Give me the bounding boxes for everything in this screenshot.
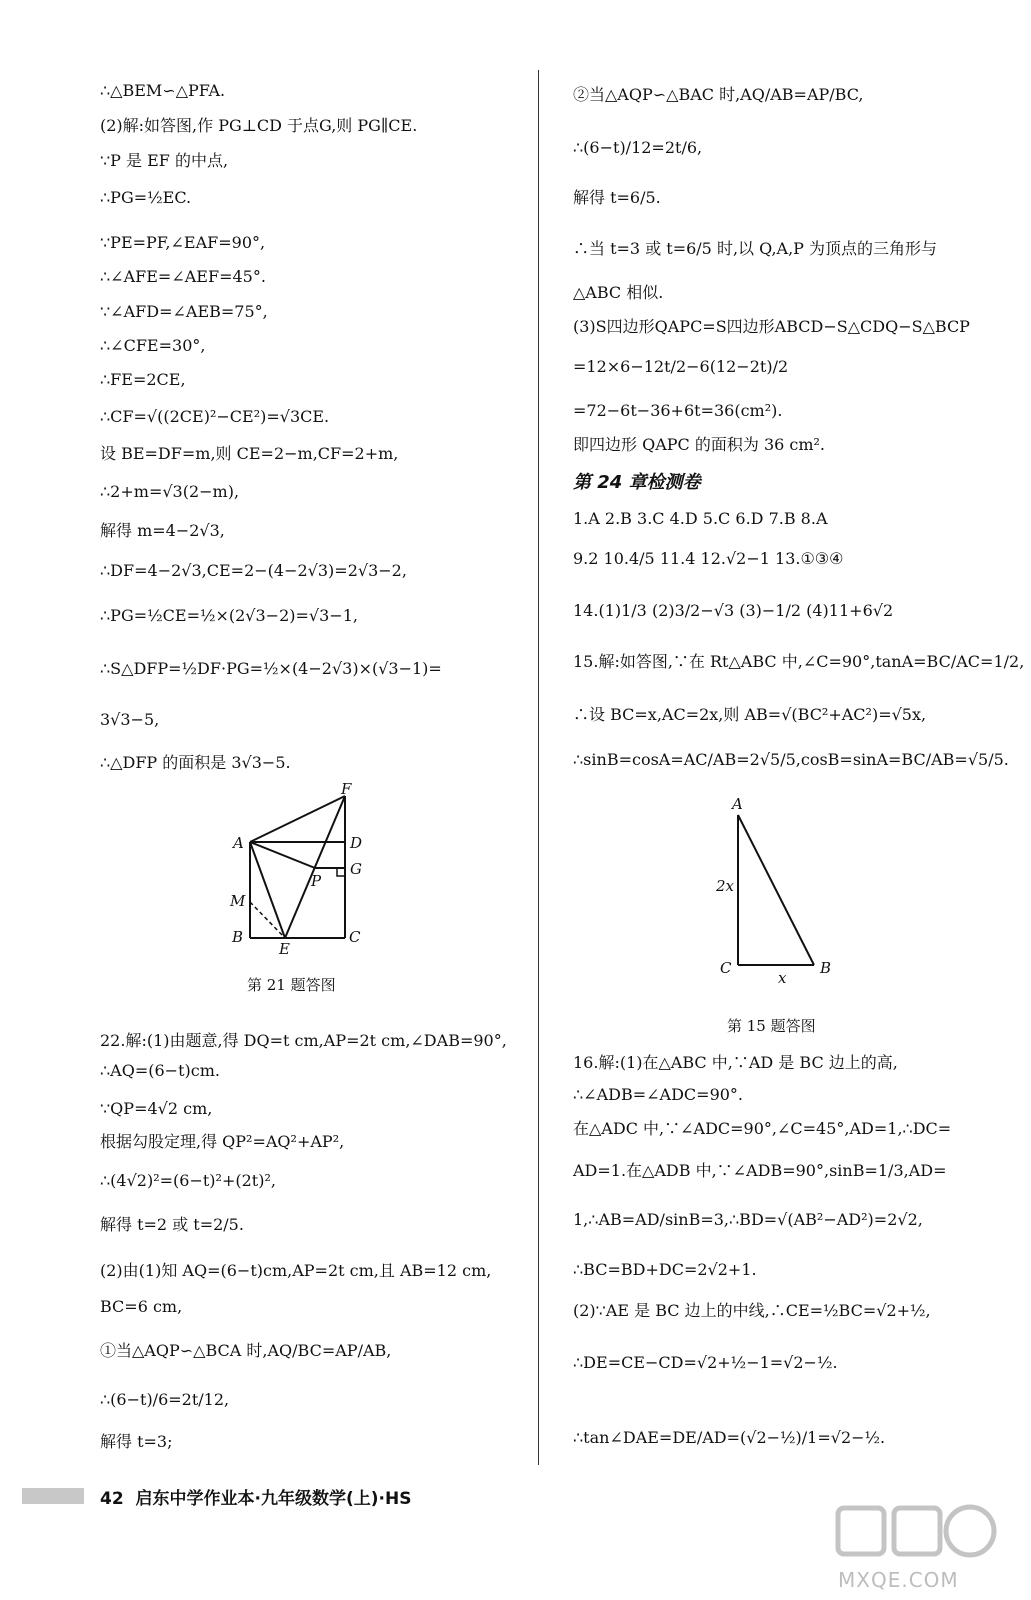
- page-number: 42: [100, 1489, 124, 1509]
- right-solution-line: 1,∴AB=AD/sinB=3,∴BD=√(AB²−AD²)=2√2,: [573, 1210, 923, 1229]
- right-solution-line: ∴∠ADB=∠ADC=90°.: [573, 1085, 744, 1104]
- right-solution-line: ∴当 t=3 或 t=6/5 时,以 Q,A,P 为顶点的三角形与: [573, 239, 938, 258]
- fig21-label-a: A: [233, 834, 244, 852]
- left-solution-line: ∵PE=PF,∠EAF=90°,: [100, 233, 266, 252]
- fig15-label-side-ac: 2x: [716, 877, 735, 895]
- left-solution-line: BC=6 cm,: [100, 1297, 183, 1316]
- right-solution-line: (3)S四边形QAPC=S四边形ABCD−S△CDQ−S△BCP: [573, 317, 970, 336]
- fig21-label-p: P: [311, 872, 322, 890]
- fig21-label-b: B: [232, 928, 244, 946]
- right-solution-line: 9.2 10.4/5 11.4 12.√2−1 13.①③④: [573, 549, 844, 568]
- right-solution-line: 14.(1)1/3 (2)3/2−√3 (3)−1/2 (4)11+6√2: [573, 601, 894, 620]
- left-solution-line: ∴∠AFE=∠AEF=45°.: [100, 267, 266, 286]
- figure-21-caption: 第 21 题答图: [247, 976, 336, 994]
- left-solution-line: ①当△AQP∽△BCA 时,AQ/BC=AP/AB,: [100, 1341, 392, 1360]
- book-title: 启东中学作业本·九年级数学(上)·HS: [135, 1489, 412, 1509]
- right-solution-line: ∴sinB=cosA=AC/AB=2√5/5,cosB=sinA=BC/AB=√5/5.: [573, 750, 1009, 769]
- right-solution-line: AD=1.在△ADB 中,∵∠ADB=90°,sinB=1/3,AD=: [573, 1161, 947, 1180]
- fig15-label-b: B: [820, 959, 832, 977]
- figure-15-diagram: [712, 795, 842, 985]
- right-solution-line: ∴DE=CE−CD=√2+½−1=√2−½.: [573, 1353, 838, 1372]
- left-solution-line: 解得 t=2 或 t=2/5.: [100, 1215, 244, 1234]
- fig15-label-side-cb: x: [778, 969, 787, 985]
- chapter-24-heading: 第 24 章检测卷: [573, 472, 701, 493]
- left-solution-line: 解得 m=4−2√3,: [100, 521, 225, 540]
- fig21-label-c: C: [349, 928, 361, 946]
- left-solution-line: ∵∠AFD=∠AEB=75°,: [100, 302, 268, 321]
- fig21-label-e: E: [279, 940, 290, 955]
- fig21-label-f: F: [341, 780, 352, 798]
- left-solution-line: ∴AQ=(6−t)cm.: [100, 1061, 220, 1080]
- right-solution-line: 16.解:(1)在△ABC 中,∵AD 是 BC 边上的高,: [573, 1053, 898, 1072]
- fig15-label-a: A: [732, 795, 743, 813]
- right-solution-line: △ABC 相似.: [573, 283, 664, 302]
- left-solution-line: ∴S△DFP=½DF·PG=½×(4−2√3)×(√3−1)=: [100, 659, 442, 678]
- left-solution-line: ∵P 是 EF 的中点,: [100, 151, 229, 170]
- left-solution-line: ∴(6−t)/6=2t/12,: [100, 1390, 230, 1409]
- left-solution-line: 设 BE=DF=m,则 CE=2−m,CF=2+m,: [100, 444, 399, 463]
- left-solution-line: ∴FE=2CE,: [100, 370, 186, 389]
- left-solution-line: ∴DF=4−2√3,CE=2−(4−2√3)=2√3−2,: [100, 561, 407, 580]
- right-solution-line: 解得 t=6/5.: [573, 188, 661, 207]
- left-solution-line: ∴2+m=√3(2−m),: [100, 482, 240, 501]
- left-solution-line: ∴PG=½CE=½×(2√3−2)=√3−1,: [100, 606, 358, 625]
- footer: [100, 1484, 411, 1509]
- figure-15-caption: 第 15 题答图: [727, 1017, 816, 1035]
- left-solution-line: ∴PG=½EC.: [100, 188, 192, 207]
- left-solution-line: ∴∠CFE=30°,: [100, 336, 206, 355]
- right-solution-line: ∴设 BC=x,AC=2x,则 AB=√(BC²+AC²)=√5x,: [573, 705, 927, 724]
- right-solution-line: 在△ADC 中,∵∠ADC=90°,∠C=45°,AD=1,∴DC=: [573, 1119, 952, 1138]
- figure-21-diagram: [225, 780, 375, 955]
- fig21-label-g: G: [350, 860, 362, 878]
- left-solution-line: ∴△DFP 的面积是 3√3−5.: [100, 753, 291, 772]
- fig21-label-d: D: [350, 834, 363, 852]
- left-solution-line: ∴(4√2)²=(6−t)²+(2t)²,: [100, 1171, 276, 1190]
- left-solution-line: ∴△BEM∽△PFA.: [100, 81, 226, 100]
- left-solution-line: (2)由(1)知 AQ=(6−t)cm,AP=2t cm,且 AB=12 cm,: [100, 1261, 492, 1280]
- left-solution-line: ∵QP=4√2 cm,: [100, 1099, 213, 1118]
- left-solution-line: (2)解:如答图,作 PG⊥CD 于点G,则 PG∥CE.: [100, 116, 418, 135]
- column-divider: [538, 70, 539, 1465]
- right-solution-line: =12×6−12t/2−6(12−2t)/2: [573, 357, 789, 376]
- left-solution-line: 3√3−5,: [100, 710, 160, 729]
- right-solution-line: 15.解:如答图,∵在 Rt△ABC 中,∠C=90°,tanA=BC/AC=1/2,: [573, 652, 1025, 671]
- left-solution-line: 22.解:(1)由题意,得 DQ=t cm,AP=2t cm,∠DAB=90°,: [100, 1031, 507, 1050]
- fig15-label-c: C: [720, 959, 732, 977]
- left-solution-line: 根据勾股定理,得 QP²=AQ²+AP²,: [100, 1132, 345, 1151]
- right-solution-line: =72−6t−36+6t=36(cm²).: [573, 401, 783, 420]
- right-solution-line: 1.A 2.B 3.C 4.D 5.C 6.D 7.B 8.A: [573, 509, 828, 528]
- right-solution-line: (2)∵AE 是 BC 边上的中线,∴CE=½BC=√2+½,: [573, 1301, 931, 1320]
- right-solution-line: ②当△AQP∽△BAC 时,AQ/AB=AP/BC,: [573, 85, 864, 104]
- watermark-text: MXQE.COM: [838, 1568, 959, 1592]
- left-solution-line: ∴CF=√((2CE)²−CE²)=√3CE.: [100, 407, 330, 426]
- fig21-label-m: M: [230, 892, 246, 910]
- right-solution-line: ∴(6−t)/12=2t/6,: [573, 138, 703, 157]
- right-solution-line: 即四边形 QAPC 的面积为 36 cm².: [573, 435, 826, 454]
- footer-bar: [22, 1488, 84, 1504]
- left-solution-line: 解得 t=3;: [100, 1432, 173, 1451]
- right-solution-line: ∴BC=BD+DC=2√2+1.: [573, 1260, 757, 1279]
- right-solution-line: ∴tan∠DAE=DE/AD=(√2−½)/1=√2−½.: [573, 1428, 886, 1447]
